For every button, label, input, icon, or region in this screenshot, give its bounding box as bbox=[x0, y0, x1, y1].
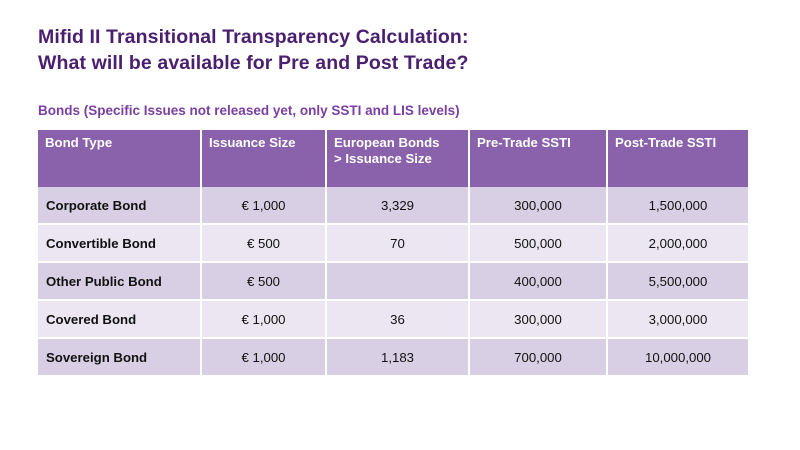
cell-bond-type: Covered Bond bbox=[38, 300, 201, 338]
cell-european-bonds: 36 bbox=[326, 300, 469, 338]
cell-pre-trade-ssti: 300,000 bbox=[469, 300, 607, 338]
cell-european-bonds: 70 bbox=[326, 224, 469, 262]
column-header-european-bonds bbox=[326, 130, 469, 187]
cell-issuance-size: € 1,000 bbox=[201, 300, 326, 338]
table-row bbox=[38, 338, 748, 375]
cell-pre-trade-ssti: 300,000 bbox=[469, 187, 607, 224]
cell-bond-type: Convertible Bond bbox=[38, 224, 201, 262]
table-row bbox=[38, 224, 748, 262]
cell-issuance-size: € 500 bbox=[201, 262, 326, 300]
cell-bond-type: Sovereign Bond bbox=[38, 338, 201, 375]
cell-post-trade-ssti: 1,500,000 bbox=[607, 187, 748, 224]
cell-issuance-size: € 1,000 bbox=[201, 338, 326, 375]
cell-european-bonds: 1,183 bbox=[326, 338, 469, 375]
column-header-european-bonds-line-1: European Bonds bbox=[334, 135, 440, 150]
table-row bbox=[38, 262, 748, 300]
cell-post-trade-ssti: 5,500,000 bbox=[607, 262, 748, 300]
cell-issuance-size: € 1,000 bbox=[201, 187, 326, 224]
page-title-line-2: What will be available for Pre and Post Trade? bbox=[38, 52, 469, 74]
column-header-post-trade-ssti: Post-Trade SSTI bbox=[607, 130, 748, 187]
cell-european-bonds: 3,329 bbox=[326, 187, 469, 224]
page-title bbox=[38, 24, 758, 76]
column-header-european-bonds-line-2: > Issuance Size bbox=[334, 151, 432, 166]
table-row bbox=[38, 300, 748, 338]
cell-bond-type: Corporate Bond bbox=[38, 187, 201, 224]
cell-pre-trade-ssti: 400,000 bbox=[469, 262, 607, 300]
cell-post-trade-ssti: 3,000,000 bbox=[607, 300, 748, 338]
cell-post-trade-ssti: 2,000,000 bbox=[607, 224, 748, 262]
bonds-table bbox=[38, 130, 748, 375]
page-title-line-1: Mifid II Transitional Transparency Calculation: bbox=[38, 26, 469, 48]
column-header-bond-type: Bond Type bbox=[38, 130, 201, 187]
table-header-row bbox=[38, 130, 748, 187]
table-row bbox=[38, 187, 748, 224]
cell-pre-trade-ssti: 700,000 bbox=[469, 338, 607, 375]
cell-issuance-size: € 500 bbox=[201, 224, 326, 262]
cell-post-trade-ssti: 10,000,000 bbox=[607, 338, 748, 375]
column-header-pre-trade-ssti: Pre-Trade SSTI bbox=[469, 130, 607, 187]
column-header-issuance-size: Issuance Size bbox=[201, 130, 326, 187]
section-subtitle: Bonds (Specific Issues not released yet, only SSTI and LIS levels) bbox=[38, 103, 460, 118]
cell-bond-type: Other Public Bond bbox=[38, 262, 201, 300]
cell-pre-trade-ssti: 500,000 bbox=[469, 224, 607, 262]
cell-european-bonds bbox=[326, 262, 469, 300]
